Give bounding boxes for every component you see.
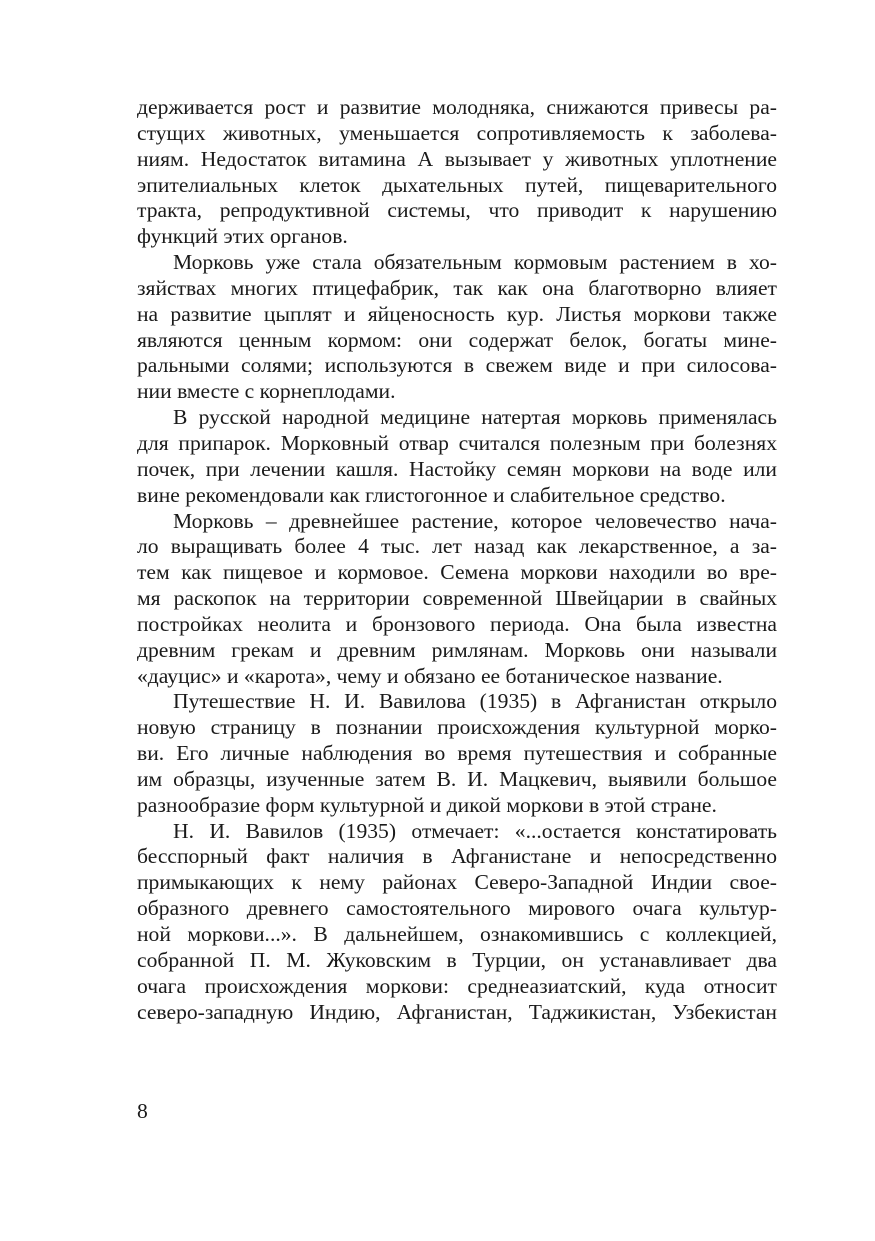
text-line: им образцы, изученные затем В. И. Мацкевич, выявили большое bbox=[137, 766, 777, 791]
text-line: тем как пищевое и кормовое. Семена моркови находили во вре- bbox=[137, 560, 777, 585]
text-line: стущих животных, уменьшается сопротивляемость к заболева- bbox=[137, 120, 777, 145]
text-line: В русской народной медицине натертая морковь применялась bbox=[173, 405, 777, 430]
text-line: ви. Его личные наблюдения во время путешествия и собранные bbox=[137, 741, 777, 766]
text-line: новую страницу в познании происхождения культурной морко- bbox=[137, 715, 777, 740]
text-line: Путешествие Н. И. Вавилова (1935) в Афганистан открыло bbox=[173, 689, 777, 714]
text-line: ниям. Недостаток витамина А вызывает у животных уплотнение bbox=[137, 146, 777, 171]
text-line: функций этих органов. bbox=[137, 224, 348, 249]
text-line: ной моркови...». В дальнейшем, ознакомившись с коллекцией, bbox=[137, 922, 777, 946]
text-line: Н. И. Вавилов (1935) отмечает: «...остается констатировать bbox=[173, 818, 777, 843]
text-line: почек, при лечении кашля. Настойку семян моркови на воде или bbox=[137, 456, 777, 481]
text-line: северо-западную Индию, Афганистан, Таджикистан, Узбекистан bbox=[137, 999, 777, 1024]
paragraph bbox=[137, 405, 777, 508]
text-line: Морковь уже стала обязательным кормовым растением в хо- bbox=[173, 250, 777, 275]
text-line: образного древнего самостоятельного мирового очага культур- bbox=[137, 896, 777, 921]
text-line: древним грекам и древним римлянам. Морковь они называли bbox=[137, 637, 777, 662]
text-line: вине рекомендовали как глистогонное и слабительное средство. bbox=[137, 482, 726, 507]
text-line: постройках неолита и бронзового периода. Она была известна bbox=[137, 611, 777, 636]
paragraph bbox=[137, 509, 777, 690]
text-line: очага происхождения моркови: среднеазиатский, куда относит bbox=[137, 973, 777, 998]
text-line: ральными солями; используются в свежем виде и при силосова- bbox=[137, 353, 777, 378]
text-line: являются ценным кормом: они содержат белок, богаты мине- bbox=[137, 327, 777, 352]
text-line: разнообразие форм культурной и дикой моркови в этой стране. bbox=[137, 792, 717, 817]
paragraph bbox=[137, 819, 777, 1026]
page-number: 8 bbox=[137, 1099, 148, 1123]
paragraph bbox=[137, 95, 777, 250]
text-line: примыкающих к нему районах Северо-Западной Индии свое- bbox=[137, 870, 777, 895]
text-line: «дауцис» и «карота», чему и обязано ее ботаническое название. bbox=[137, 663, 723, 688]
body-text bbox=[137, 95, 777, 1025]
text-line: собранной П. М. Жуковским в Турции, он устанавливает два bbox=[137, 947, 777, 972]
paragraph bbox=[137, 250, 777, 405]
text-line: тракта, репродуктивной системы, что приводит к нарушению bbox=[137, 198, 777, 223]
text-line: Морковь – древнейшее растение, которое человечество нача- bbox=[173, 508, 777, 533]
text-line: для припарок. Морковный отвар считался полезным при болезнях bbox=[137, 430, 777, 455]
text-line: зяйствах многих птицефабрик, так как она благотворно влияет bbox=[137, 275, 777, 300]
text-line: мя раскопок на территории современной Швейцарии в свайных bbox=[137, 586, 777, 611]
text-line: бесспорный факт наличия в Афганистане и непосредственно bbox=[137, 844, 777, 869]
text-line: на развитие цыплят и яйценосность кур. Листья моркови также bbox=[137, 301, 777, 326]
paragraph bbox=[137, 689, 777, 818]
text-line: эпителиальных клеток дыхательных путей, пищеварительного bbox=[137, 172, 777, 197]
text-line: держивается рост и развитие молодняка, снижаются привесы ра- bbox=[137, 95, 777, 119]
text-line: нии вместе с корнеплодами. bbox=[137, 379, 396, 404]
text-line: ло выращивать более 4 тыс. лет назад как лекарственное, а за- bbox=[137, 534, 777, 559]
